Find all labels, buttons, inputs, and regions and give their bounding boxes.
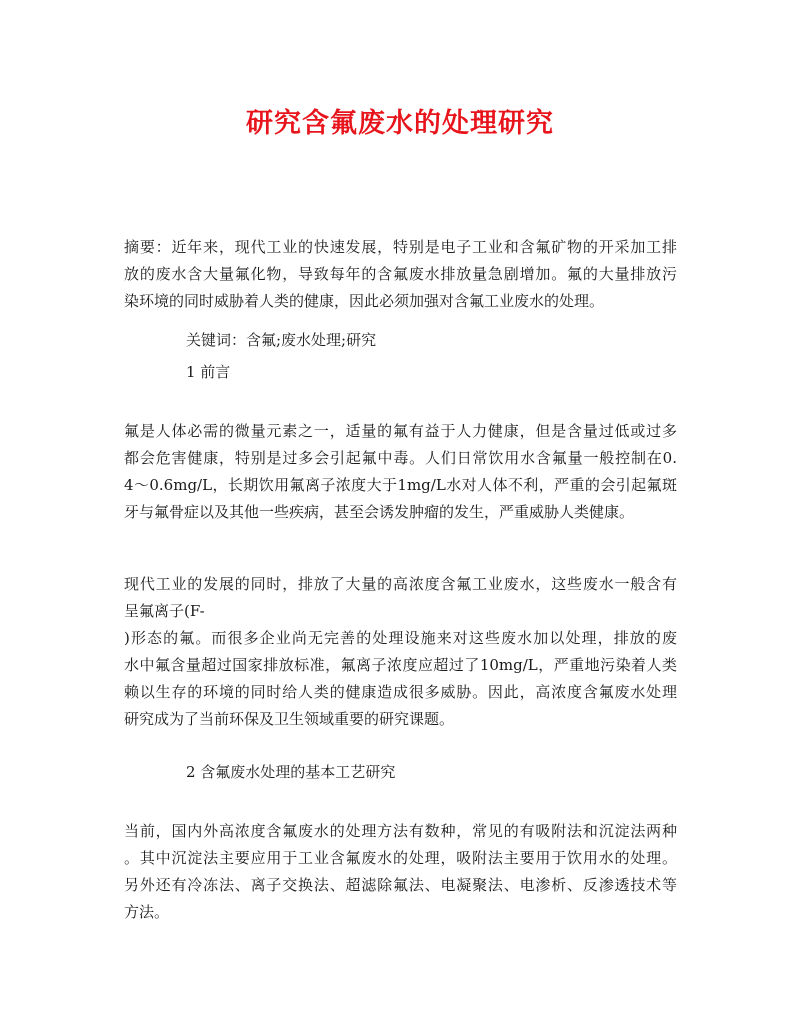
paragraph-line: 呈氟离子(F- bbox=[124, 602, 205, 620]
abstract-line: 摘要：近年来，现代工业的快速发展，特别是电子工业和含氟矿物的开采加工排 bbox=[124, 238, 677, 256]
paragraph-line: 氟是人体必需的微量元素之一，适量的氟有益于人力健康，但是含量过低或过多 bbox=[124, 422, 677, 440]
paragraph-line: 研究成为了当前环保及卫生领域重要的研究课题。 bbox=[124, 710, 455, 728]
abstract-paragraph bbox=[124, 234, 677, 315]
paragraph-line: 赖以生存的环境的同时给人类的健康造成很多威胁。因此，高浓度含氟废水处理 bbox=[124, 683, 677, 701]
paragraph-line: 当前，国内外高浓度含氟废水的处理方法有数种，常见的有吸附法和沉淀法两种 bbox=[124, 822, 677, 840]
paragraph-line: )形态的氟。而很多企业尚无完善的处理设施来对这些废水加以处理，排放的废 bbox=[124, 629, 677, 647]
methods-paragraph bbox=[124, 818, 677, 926]
paragraph-line: 方法。 bbox=[124, 903, 170, 921]
abstract-line: 放的废水含大量氟化物，导致每年的含氟废水排放量急剧增加。氟的大量排放污 bbox=[124, 265, 677, 283]
section-heading-introduction: 1 前言 bbox=[186, 363, 231, 381]
paragraph-line: 另外还有冷冻法、离子交换法、超滤除氟法、电凝聚法、电渗析、反渗透技术等 bbox=[124, 876, 677, 894]
section-heading-process: 2 含氟废水处理的基本工艺研究 bbox=[186, 763, 396, 781]
document-title: 研究含氟废水的处理研究 bbox=[246, 108, 554, 139]
keywords-line: 关键词：含氟;废水处理;研究 bbox=[186, 331, 377, 349]
industry-paragraph bbox=[124, 571, 677, 733]
paragraph-line: 都会危害健康，特别是过多会引起氟中毒。人们日常饮用水含氟量一般控制在0. bbox=[124, 449, 677, 467]
paragraph-line: 。其中沉淀法主要应用于工业含氟废水的处理，吸附法主要用于饮用水的处理。 bbox=[124, 849, 677, 867]
paragraph-line: 水中氟含量超过国家排放标准，氟离子浓度应超过了10mg/L，严重地污染着人类 bbox=[124, 656, 677, 674]
paragraph-line: 牙与氟骨症以及其他一些疾病，甚至会诱发肿瘤的发生，严重威胁人类健康。 bbox=[124, 503, 635, 521]
paragraph-line: 现代工业的发展的同时，排放了大量的高浓度含氟工业废水，这些废水一般含有 bbox=[124, 575, 677, 593]
paragraph-line: 4～0.6mg/L，长期饮用氟离子浓度大于1mg/L水对人体不利，严重的会引起氟斑 bbox=[124, 476, 677, 494]
abstract-line: 染环境的同时威胁着人类的健康，因此必须加强对含氟工业废水的处理。 bbox=[124, 292, 605, 310]
intro-paragraph bbox=[124, 418, 677, 526]
